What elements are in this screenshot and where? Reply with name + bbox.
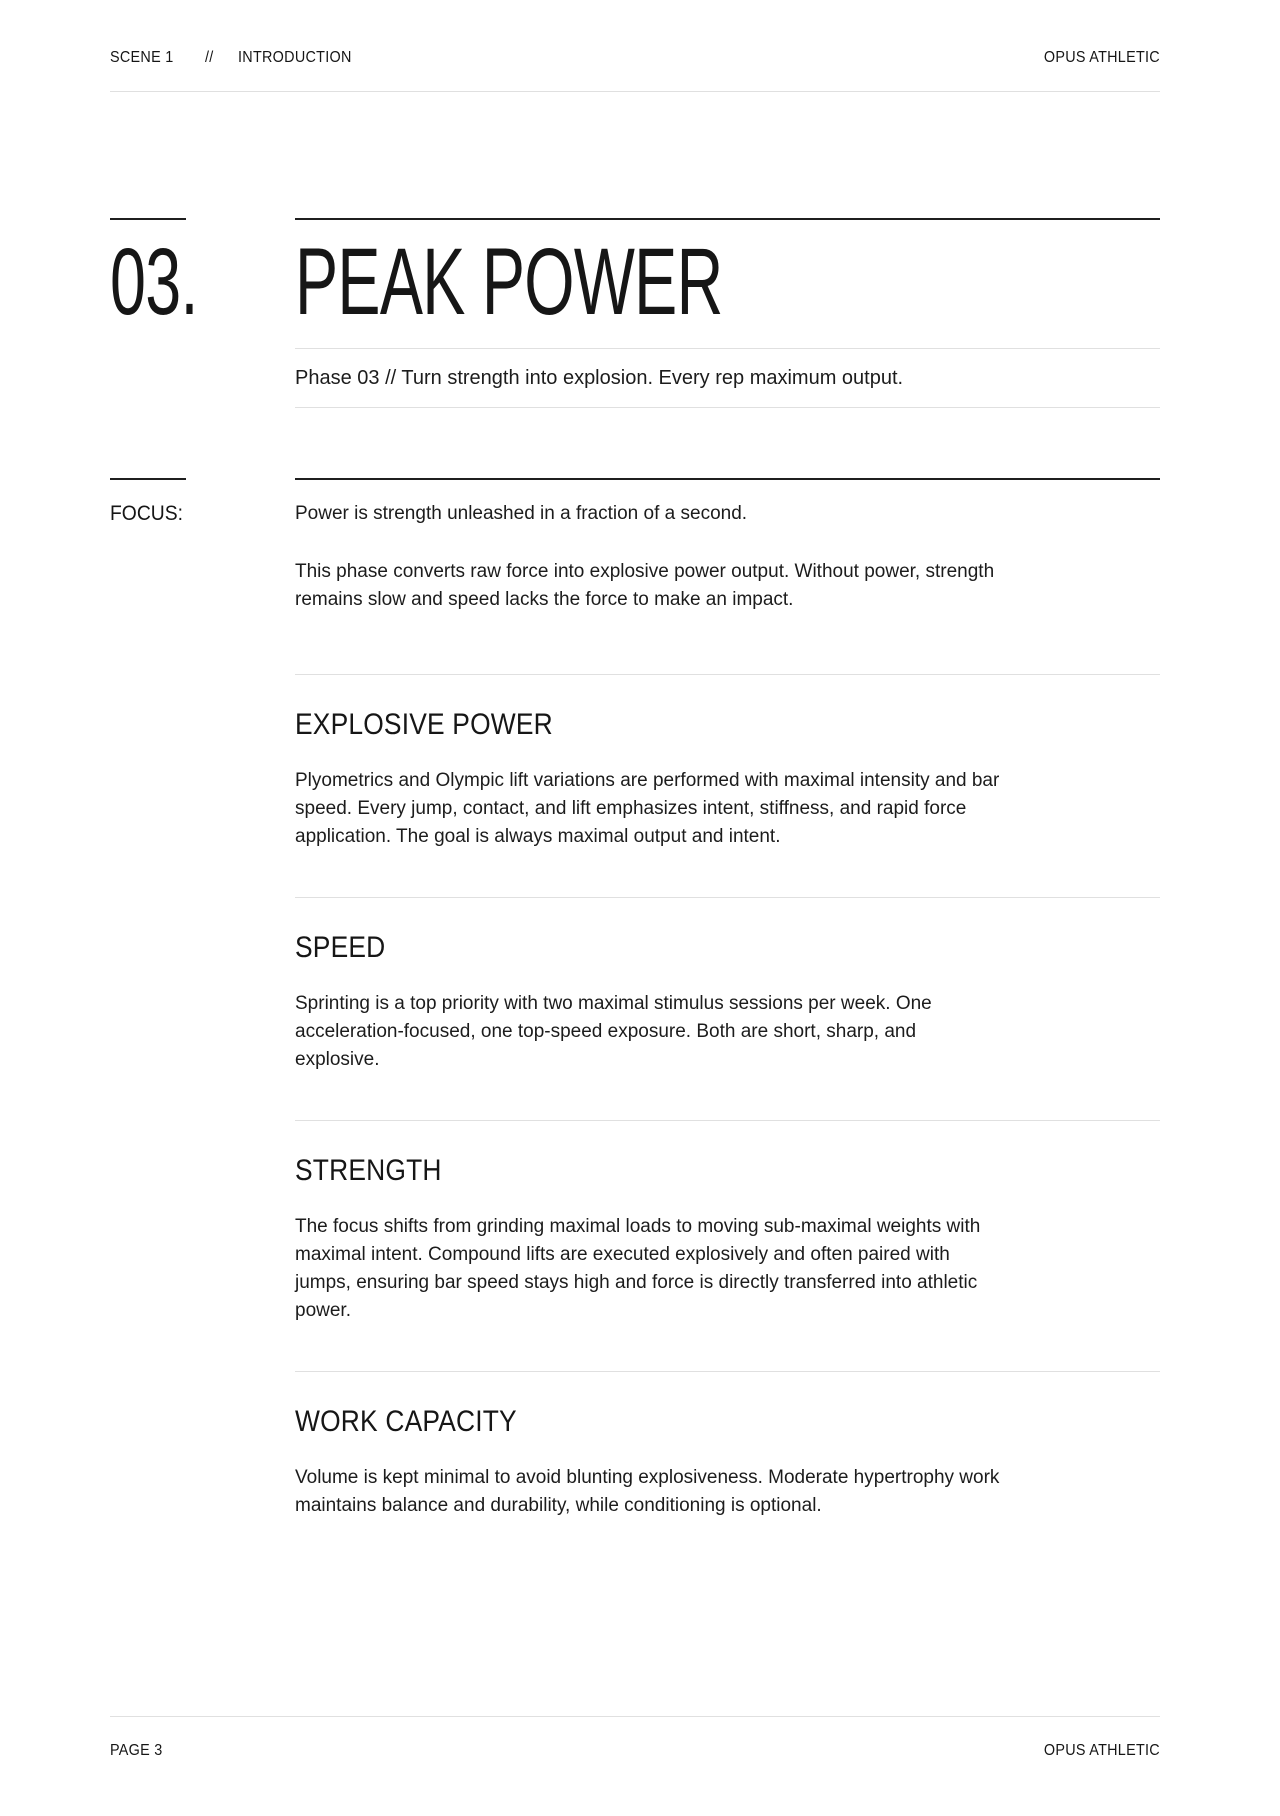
section-body: The focus shifts from grinding maximal loads to moving sub-maximal weights with maximal intent. Compound lifts are executed explosively and often paired with jumps, ensuring bar speed stays high and force is directly transferred into athletic power. <box>295 1216 981 1321</box>
header-section-label: INTRODUCTION <box>238 49 352 66</box>
divider-dark <box>295 478 1160 480</box>
footer-brand: OPUS ATHLETIC <box>1043 1742 1160 1759</box>
section-heading: SPEED <box>295 931 386 964</box>
focus-block <box>110 478 1160 614</box>
focus-content-cell <box>295 478 1160 614</box>
focus-label: FOCUS: <box>110 502 183 525</box>
section-heading: WORK CAPACITY <box>295 1405 517 1438</box>
section-body: Volume is kept minimal to avoid blunting explosiveness. Moderate hypertrophy work maintains balance and durability, while conditioning is optional. <box>295 1467 1000 1516</box>
section-list <box>295 674 1160 1566</box>
phase-number: 03. <box>110 229 198 335</box>
header-breadcrumb <box>110 48 364 67</box>
section-explosive-power <box>295 674 1160 897</box>
page-header <box>110 48 1160 92</box>
page-title: PEAK POWER <box>295 229 723 335</box>
section-body: Sprinting is a top priority with two maximal stimulus sessions per week. One acceleration-focused, one top-speed exposure. Both are short, sharp, and explosive. <box>295 993 932 1070</box>
section-work-capacity <box>295 1371 1160 1566</box>
header-separator: // <box>204 49 214 66</box>
section-speed <box>295 897 1160 1120</box>
hero-number-cell <box>110 218 295 408</box>
header-brand: OPUS ATHLETIC <box>1043 49 1160 66</box>
divider-dark-short <box>110 218 186 220</box>
header-scene-label: SCENE 1 <box>110 49 174 66</box>
section-heading: STRENGTH <box>295 1154 442 1187</box>
divider-dark <box>295 218 1160 220</box>
hero-title-cell <box>295 218 1160 408</box>
divider-dark-short <box>110 478 186 480</box>
section-body: Plyometrics and Olympic lift variations are performed with maximal intensity and bar speed. Every jump, contact, and lift emphasizes intent, stiffness, and rapid force application. The goal is always maximal output and intent. <box>295 770 1000 847</box>
page-number: PAGE 3 <box>110 1742 163 1759</box>
page-subtitle: Phase 03 // Turn strength into explosion. Every rep maximum output. <box>295 348 1160 408</box>
focus-body: This phase converts raw force into explosive power output. Without power, strength remains slow and speed lacks the force to make an impact. <box>295 561 995 610</box>
section-strength <box>295 1120 1160 1371</box>
section-heading: EXPLOSIVE POWER <box>295 708 553 741</box>
focus-lead: Power is strength unleashed in a fraction of a second. <box>295 503 748 524</box>
hero-title-block <box>110 218 1160 408</box>
focus-label-cell <box>110 478 295 614</box>
page-footer <box>110 1716 1160 1816</box>
